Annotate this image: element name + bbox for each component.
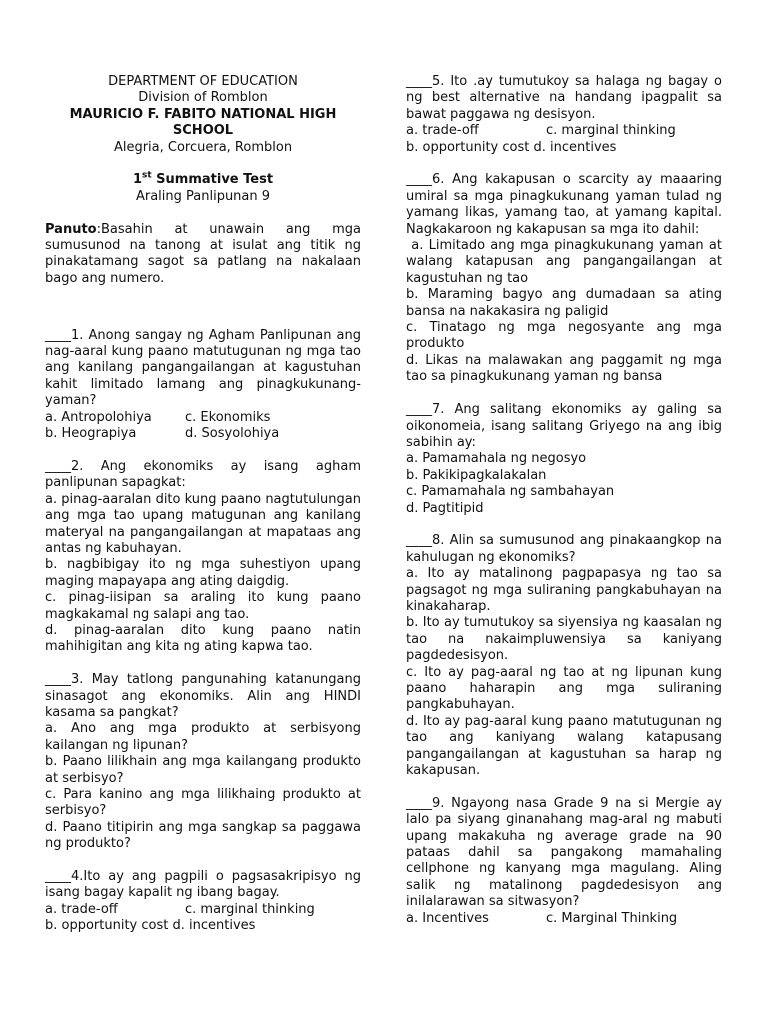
choice-b: b. Pakikipagkalakalan bbox=[406, 467, 547, 483]
choice-a: a. Antropolohiya bbox=[45, 409, 152, 425]
question-stem: ____4.Ito ay ang pagpili o pagsasakripisyo ng isang bagay kapalit ng ibang bagay. bbox=[45, 869, 361, 901]
choice-c: c. Ekonomiks bbox=[185, 409, 271, 425]
choice-b: b. nagbibigay ito ng mga suhestiyon upang maging mapayapa ang ating daigdig. bbox=[45, 557, 361, 589]
question-9 bbox=[406, 796, 722, 927]
choice-c: c. Marginal Thinking bbox=[546, 910, 678, 926]
division-title: Division of Romblon bbox=[138, 90, 268, 106]
question-stem: ____2. Ang ekonomiks ay isang agham panlipunan sapagkat: bbox=[45, 458, 361, 491]
department-title: DEPARTMENT OF EDUCATION bbox=[108, 74, 298, 89]
choice-c: c. Ito ay pag-aaral ng tao at ng lipunan kung paano haharapin ang mga suliraning pangkabuhayan. bbox=[406, 664, 722, 713]
choice-a: a. Pamamahala ng negosyo bbox=[406, 451, 587, 467]
question-stem: ____6. Ang kakapusan o scarcity ay maaaring umiral sa mga pinagkukunang yaman tulad ng yamang likas, yamang tao, at yamang kapital. Nagkakaroon ng kakapusan sa mga ito dahil: bbox=[406, 172, 722, 237]
question-2 bbox=[45, 459, 361, 656]
choice-a: a. trade-off bbox=[45, 901, 118, 917]
question-7 bbox=[406, 402, 722, 517]
question-6 bbox=[406, 172, 727, 385]
question-stem: ____9. Ngayong nasa Grade 9 na si Mergie ay lalo pa siyang ginanahang mag-aral ng mabuti upang makakuha ng average grade na 90 pataas dahil sa pangakong mamahaling cellphone ng kanyang mga magulang. Aling salik ng matalinong pagdedesisyon ang inilalarawan sa sitwasyon? bbox=[406, 795, 722, 910]
choice-c: c. marginal thinking bbox=[546, 123, 676, 139]
question-4 bbox=[45, 869, 361, 935]
school-name: MAURICIO F. FABITO NATIONAL HIGH SCHOOL bbox=[69, 106, 337, 139]
instructions bbox=[45, 222, 361, 288]
question-5 bbox=[406, 74, 722, 156]
right-column bbox=[406, 74, 727, 927]
choice-a: a. pinag-aaralan dito kung paano nagtutulungan ang mga tao upang matugunan ang kanilang materyal na pangangailangan at mapataas ang antas ng kabuhayan. bbox=[45, 491, 361, 556]
question-stem: ____3. May tatlong pangunahing katanungang sinasagot ang ekonomiks. Alin ang HINDI kasama sa pangkat? bbox=[45, 672, 361, 720]
choice-a: a. Ano ang mga produkto at serbisyong kailangan ng lipunan? bbox=[45, 721, 361, 753]
choice-c: c. Tinatago ng mga negosyante ang mga produkto bbox=[406, 320, 722, 352]
instructions-label: Panuto bbox=[45, 221, 97, 237]
choice-d: d. Sosyolohiya bbox=[185, 426, 280, 442]
subject-title: Araling Panlipunan 9 bbox=[135, 188, 271, 204]
choice-c: c. Pamamahala ng sambahayan bbox=[406, 484, 615, 500]
choice-d: d. Pagtitipid bbox=[406, 500, 484, 516]
choice-b: b. Heograpiya bbox=[45, 426, 137, 442]
choice-b: b. Ito ay tumutukoy sa siyensiya ng kaasalan ng tao na nakaimpluwensiya sa kaniyang pagdedesisyon. bbox=[406, 615, 722, 664]
test-title bbox=[45, 172, 361, 188]
choice-a: a. Ito ay matalinong pagpapasya ng tao sa pagsagot ng mga suliraning pangkabuhayan na kinakaharap. bbox=[406, 566, 722, 614]
instructions-text: :Basahin at unawain ang mga sumusunod na tanong at isulat ang titik ng pinakatamang sagot sa patlang na nakalaan bago ang numero. bbox=[45, 221, 361, 286]
choice-a: a. Incentives bbox=[406, 910, 489, 926]
choice-d: d. Likas na malawakan ang paggamit ng mga tao sa pinagkukunang yaman ng bansa bbox=[406, 352, 722, 385]
question-stem: ____5. Ito .ay tumutukoy sa halaga ng bagay o ng best alternative na handang ipagpalit sa bawat paggawa ng desisyon. bbox=[406, 74, 722, 122]
test-number-suffix: st bbox=[141, 171, 152, 182]
question-stem: ____1. Anong sangay ng Agham Panlipunan ang nag-aaral kung paano matutugunan ng mga tao ang kanilang pangangailangan at kagustuhan kahit limitado lamang ang pinagkukunang-yaman? bbox=[45, 327, 361, 409]
test-number: 1 bbox=[132, 172, 142, 188]
choice-c: c. Para kanino ang mga lilikhaing produkto at serbisyo? bbox=[45, 786, 361, 819]
choice-c: c. marginal thinking bbox=[185, 901, 315, 917]
choice-d: d. pinag-aaralan dito kung paano natin mahihigitan ang kita ng ating kapwa tao. bbox=[45, 622, 361, 655]
header-block bbox=[45, 74, 361, 205]
choice-d: d. Paano titipirin ang mga sangkap sa paggawa ng produkto? bbox=[45, 819, 361, 852]
question-1 bbox=[45, 328, 361, 443]
choice-a: a. trade-off bbox=[406, 123, 479, 139]
choice-b-d: b. opportunity cost d. incentives bbox=[45, 918, 256, 934]
question-8 bbox=[406, 533, 722, 779]
choice-b-d: b. opportunity cost d. incentives bbox=[406, 139, 617, 155]
test-title-text: Summative Test bbox=[151, 172, 274, 188]
question-stem: ____8. Alin sa sumusunod ang pinakaangkop na kahulugan ng ekonomiks? bbox=[406, 533, 722, 565]
choice-b: b. Paano lilikhain ang mga kailangang produkto at serbisyo? bbox=[45, 754, 361, 786]
question-3 bbox=[45, 672, 361, 852]
choice-c: c. pinag-iisipan sa araling ito kung paano magkakamal ng salapi ang tao. bbox=[45, 590, 361, 622]
left-column bbox=[45, 74, 361, 935]
question-stem: ____7. Ang salitang ekonomiks ay galing sa oikonomeia, isang salitang Griyego na ang ibig sabihin ay: bbox=[406, 402, 722, 450]
choice-b: b. Maraming bagyo ang dumadaan sa ating bansa na nakakasira ng paligid bbox=[406, 287, 722, 319]
choice-d: d. Ito ay pag-aaral kung paano matutugunan ng tao ang kaniyang walang katapusang pangangailangan at kagustuhan sa harap ng kakapusan. bbox=[406, 713, 722, 779]
school-address: Alegria, Corcuera, Romblon bbox=[113, 139, 293, 155]
choice-a: a. Limitado ang mga pinagkukunang yaman at walang katapusan ang pangangailangan at kagustuhan ng tao bbox=[406, 238, 727, 286]
